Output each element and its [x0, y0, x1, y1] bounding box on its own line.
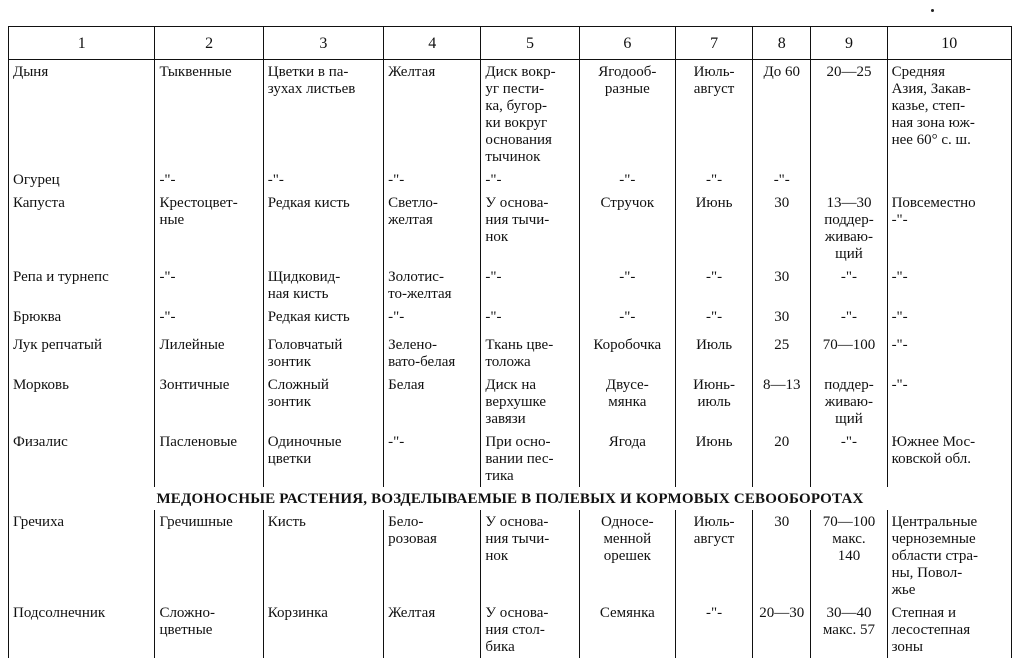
- table-cell: [384, 191, 481, 265]
- table-cell: [811, 191, 887, 265]
- table-cell: [887, 60, 1011, 169]
- cell-text: 70—100 макс. 140: [822, 514, 876, 564]
- cell-text: -"-: [388, 172, 405, 188]
- cell-text: Цветки в па- зухах листьев: [267, 64, 356, 97]
- cell-text: При осно- вании пес- тика: [485, 434, 554, 484]
- header-cell: 9: [811, 27, 887, 60]
- cell-text: Морковь: [13, 377, 69, 393]
- cell-text: Зонтичные: [159, 377, 230, 393]
- table-cell: [753, 430, 811, 487]
- table-cell: [753, 601, 811, 658]
- cell-text: -"-: [388, 309, 405, 325]
- cell-text: -"-: [840, 269, 858, 285]
- cell-text: -"-: [706, 309, 723, 325]
- cell-text: Золотис- то-желтая: [388, 269, 452, 302]
- cell-text: 30: [774, 514, 790, 530]
- cell-text: Стручок: [600, 195, 655, 211]
- cell-text: Светло- желтая: [388, 195, 438, 228]
- cell-text: -"-: [485, 269, 502, 285]
- table-cell: [263, 510, 383, 601]
- table-cell: [481, 168, 579, 191]
- table-cell: [384, 168, 481, 191]
- table-cell: [579, 333, 675, 373]
- table-cell: [887, 305, 1011, 333]
- table-cell: [155, 601, 263, 658]
- cell-text: поддер- живаю- щий: [824, 377, 874, 427]
- table-cell: [9, 168, 155, 191]
- table-cell: [9, 60, 155, 169]
- table-cell: [263, 191, 383, 265]
- cell-text: Физалис: [13, 434, 68, 450]
- cell-text: 30—40 макс. 57: [822, 605, 876, 638]
- cell-text: 30: [774, 269, 790, 285]
- table-cell: [887, 168, 1011, 191]
- table-row: [9, 333, 1012, 373]
- table-cell: [675, 265, 752, 305]
- cell-text: Крестоцвет- ные: [159, 195, 238, 228]
- table-cell: [9, 191, 155, 265]
- table-cell: [579, 168, 675, 191]
- cell-text: Лилейные: [159, 337, 225, 353]
- cell-text: Сложный зонтик: [267, 377, 329, 410]
- cell-text: Одиночные цветки: [267, 434, 342, 467]
- table-cell: [263, 168, 383, 191]
- table-cell: [887, 430, 1011, 487]
- table-row: [9, 601, 1012, 658]
- table-cell: [753, 305, 811, 333]
- table-cell: [811, 373, 887, 430]
- cell-text: У основа- ния тычи- нок: [485, 195, 550, 245]
- table-cell: [811, 601, 887, 658]
- table-cell: [753, 333, 811, 373]
- table-cell: [155, 168, 263, 191]
- table-cell: [263, 265, 383, 305]
- table-cell: [811, 305, 887, 333]
- table-cell: [753, 265, 811, 305]
- cell-text: -"-: [159, 309, 176, 325]
- table-cell: [481, 333, 579, 373]
- cell-text: Гречишные: [159, 514, 233, 530]
- table-cell: [811, 265, 887, 305]
- speck-mark: [931, 9, 934, 12]
- table-cell: [579, 305, 675, 333]
- cell-text: 70—100: [822, 337, 876, 353]
- table-cell: [155, 430, 263, 487]
- cell-text: Желтая: [388, 64, 436, 80]
- table-cell: [481, 265, 579, 305]
- table-cell: [579, 191, 675, 265]
- table-cell: [753, 60, 811, 169]
- table-cell: [263, 601, 383, 658]
- table-cell: [811, 60, 887, 169]
- table-cell: [9, 601, 155, 658]
- table-cell: [9, 265, 155, 305]
- table-cell: [579, 373, 675, 430]
- header-cell: 7: [675, 27, 752, 60]
- table-cell: [481, 191, 579, 265]
- table-cell: [675, 60, 752, 169]
- table-cell: [155, 333, 263, 373]
- table-cell: [675, 305, 752, 333]
- table-cell: [481, 510, 579, 601]
- cell-text: -"-: [159, 269, 176, 285]
- table-row: [9, 265, 1012, 305]
- cell-text: Центральные черноземные области стра- ны, Повол- жье: [891, 514, 979, 598]
- table-cell: [9, 373, 155, 430]
- cell-text: Желтая: [388, 605, 436, 621]
- cell-text: 25: [774, 337, 790, 353]
- table-cell: [263, 430, 383, 487]
- table-cell: [675, 373, 752, 430]
- table-cell: [675, 430, 752, 487]
- header-cell: 4: [384, 27, 481, 60]
- field-crop-rows: [9, 510, 1012, 658]
- cell-text: -"-: [840, 309, 858, 325]
- table-cell: [384, 333, 481, 373]
- cell-text: -"-: [619, 309, 636, 325]
- cell-text: Лук репчатый: [13, 337, 102, 353]
- cell-text: -"-: [773, 172, 790, 188]
- cell-text: Зелено- вато-белая: [388, 337, 456, 370]
- cell-text: Брюква: [13, 309, 62, 325]
- cell-text: Южнее Мос- ковской обл.: [891, 434, 976, 467]
- table-cell: [384, 510, 481, 601]
- cell-text: Двусе- мянка: [605, 377, 649, 410]
- cell-text: Дыня: [13, 64, 49, 80]
- cell-text: -"-: [267, 172, 284, 188]
- cell-text: Семянка: [599, 605, 655, 621]
- table-cell: [481, 601, 579, 658]
- table-cell: [481, 60, 579, 169]
- table-cell: [579, 430, 675, 487]
- cell-text: У основа- ния тычи- нок: [485, 514, 550, 564]
- cell-text: Повсеместно -"-: [891, 195, 976, 228]
- cell-text: Пасленовые: [159, 434, 238, 450]
- cell-text: Гречиха: [13, 514, 65, 530]
- cell-text: Июнь- июль: [693, 377, 736, 410]
- cell-text: 20: [774, 434, 790, 450]
- table-cell: [155, 510, 263, 601]
- cell-text: -"-: [891, 309, 908, 325]
- section-header-group: [9, 487, 1012, 510]
- table-cell: [155, 265, 263, 305]
- table-cell: [753, 373, 811, 430]
- cell-text: Капуста: [13, 195, 65, 211]
- table-cell: [155, 305, 263, 333]
- cell-text: Диск вокр- уг пести- ка, бугор- ки вокруг основания тычинок: [485, 64, 556, 165]
- cell-text: Редкая кисть: [267, 309, 350, 325]
- table-cell: [887, 601, 1011, 658]
- cell-text: До 60: [763, 64, 800, 80]
- cell-text: Июль: [696, 337, 733, 353]
- cell-text: -"-: [485, 309, 502, 325]
- table-cell: [887, 265, 1011, 305]
- table-cell: [675, 168, 752, 191]
- cell-text: 20—30: [759, 605, 805, 621]
- cell-text: Редкая кисть: [267, 195, 350, 211]
- cell-text: Средняя Азия, Закав- казье, степ- ная зона юж- нее 60° с. ш.: [891, 64, 975, 148]
- cell-text: 8—13: [763, 377, 801, 393]
- cell-text: Июль- август: [693, 514, 735, 547]
- cell-text: Коробочка: [593, 337, 662, 353]
- table-row: [9, 305, 1012, 333]
- cell-text: -"-: [891, 269, 908, 285]
- cell-text: -"-: [388, 434, 405, 450]
- table-cell: [263, 373, 383, 430]
- table-cell: [263, 60, 383, 169]
- cell-text: Корзинка: [267, 605, 328, 621]
- cell-text: Диск на верхушке завязи: [485, 377, 547, 427]
- cell-text: Июнь: [695, 195, 733, 211]
- header-cell: 2: [155, 27, 263, 60]
- section-row: [9, 487, 1012, 510]
- table-cell: [384, 305, 481, 333]
- table-cell: [481, 373, 579, 430]
- cell-text: Подсолнечник: [13, 605, 106, 621]
- table-cell: [384, 373, 481, 430]
- table-cell: [579, 265, 675, 305]
- table-cell: [155, 191, 263, 265]
- cell-text: -"-: [485, 172, 502, 188]
- table-cell: [579, 601, 675, 658]
- header-cell: 5: [481, 27, 579, 60]
- section-title: МЕДОНОСНЫЕ РАСТЕНИЯ, ВОЗДЕЛЫВАЕМЫЕ В ПОЛЕВЫХ И КОРМОВЫХ СЕВООБОРОТАХ: [9, 487, 1012, 510]
- header-row: [9, 27, 1012, 60]
- honey-plants-table: [8, 26, 1012, 658]
- table-row: [9, 191, 1012, 265]
- table-cell: [811, 430, 887, 487]
- header-cell: 8: [753, 27, 811, 60]
- table-cell: [753, 191, 811, 265]
- cell-text: -"-: [706, 605, 723, 621]
- cell-text: Сложно- цветные: [159, 605, 215, 638]
- cell-text: -"-: [891, 377, 908, 393]
- table-cell: [675, 601, 752, 658]
- table-cell: [811, 333, 887, 373]
- table-cell: [9, 510, 155, 601]
- table-cell: [675, 510, 752, 601]
- table-cell: [384, 430, 481, 487]
- table-cell: [811, 168, 887, 191]
- table-cell: [579, 60, 675, 169]
- cell-text: Односе- менной орешек: [600, 514, 654, 564]
- table-cell: [811, 510, 887, 601]
- cell-text: Бело- розовая: [388, 514, 437, 547]
- header-cell: 6: [579, 27, 675, 60]
- table-cell: [579, 510, 675, 601]
- table-cell: [263, 333, 383, 373]
- table-row: [9, 60, 1012, 169]
- table-row: [9, 430, 1012, 487]
- cell-text: Ягодооб- разные: [598, 64, 657, 97]
- cell-text: Щидковид- ная кисть: [267, 269, 341, 302]
- cell-text: Кисть: [267, 514, 306, 530]
- table-cell: [9, 430, 155, 487]
- cell-text: 20—25: [826, 64, 872, 80]
- cell-text: Ткань цве- толожа: [485, 337, 554, 370]
- cell-text: Июнь: [695, 434, 733, 450]
- cell-text: У основа- ния стол- бика: [485, 605, 549, 655]
- cell-text: 30: [774, 309, 790, 325]
- table-cell: [753, 168, 811, 191]
- cell-text: Июль- август: [693, 64, 735, 97]
- cell-text: -"-: [619, 172, 636, 188]
- cell-text: Степная и лесостепная зоны: [891, 605, 971, 655]
- cell-text: Белая: [388, 377, 425, 393]
- cell-text: Ягода: [608, 434, 646, 450]
- cell-text: -"-: [619, 269, 636, 285]
- table-row: [9, 168, 1012, 191]
- table-cell: [887, 191, 1011, 265]
- cell-text: Репа и турнепс: [13, 269, 109, 285]
- header-cell: 10: [887, 27, 1011, 60]
- cell-text: -"-: [706, 269, 723, 285]
- cell-text: Головчатый зонтик: [267, 337, 343, 370]
- cell-text: -"-: [706, 172, 723, 188]
- table-cell: [675, 333, 752, 373]
- data-table-page: [8, 26, 1012, 655]
- vegetable-rows: [9, 60, 1012, 488]
- table-row: [9, 373, 1012, 430]
- cell-text: Огурец: [13, 172, 60, 188]
- table-cell: [887, 333, 1011, 373]
- table-cell: [9, 305, 155, 333]
- cell-text: -"-: [891, 337, 908, 353]
- table-cell: [384, 265, 481, 305]
- table-cell: [887, 373, 1011, 430]
- table-cell: [9, 333, 155, 373]
- table-cell: [155, 373, 263, 430]
- table-cell: [675, 191, 752, 265]
- table-cell: [753, 510, 811, 601]
- table-cell: [887, 510, 1011, 601]
- cell-text: Тыквенные: [159, 64, 232, 80]
- cell-text: 13—30 поддер- живаю- щий: [824, 195, 874, 262]
- table-cell: [481, 305, 579, 333]
- table-cell: [384, 601, 481, 658]
- cell-text: 30: [774, 195, 790, 211]
- table-cell: [155, 60, 263, 169]
- table-cell: [384, 60, 481, 169]
- cell-text: -"-: [159, 172, 176, 188]
- header-cell: 3: [263, 27, 383, 60]
- cell-text: -"-: [840, 434, 858, 450]
- table-cell: [481, 430, 579, 487]
- table-row: [9, 510, 1012, 601]
- table-cell: [263, 305, 383, 333]
- header-cell: 1: [9, 27, 155, 60]
